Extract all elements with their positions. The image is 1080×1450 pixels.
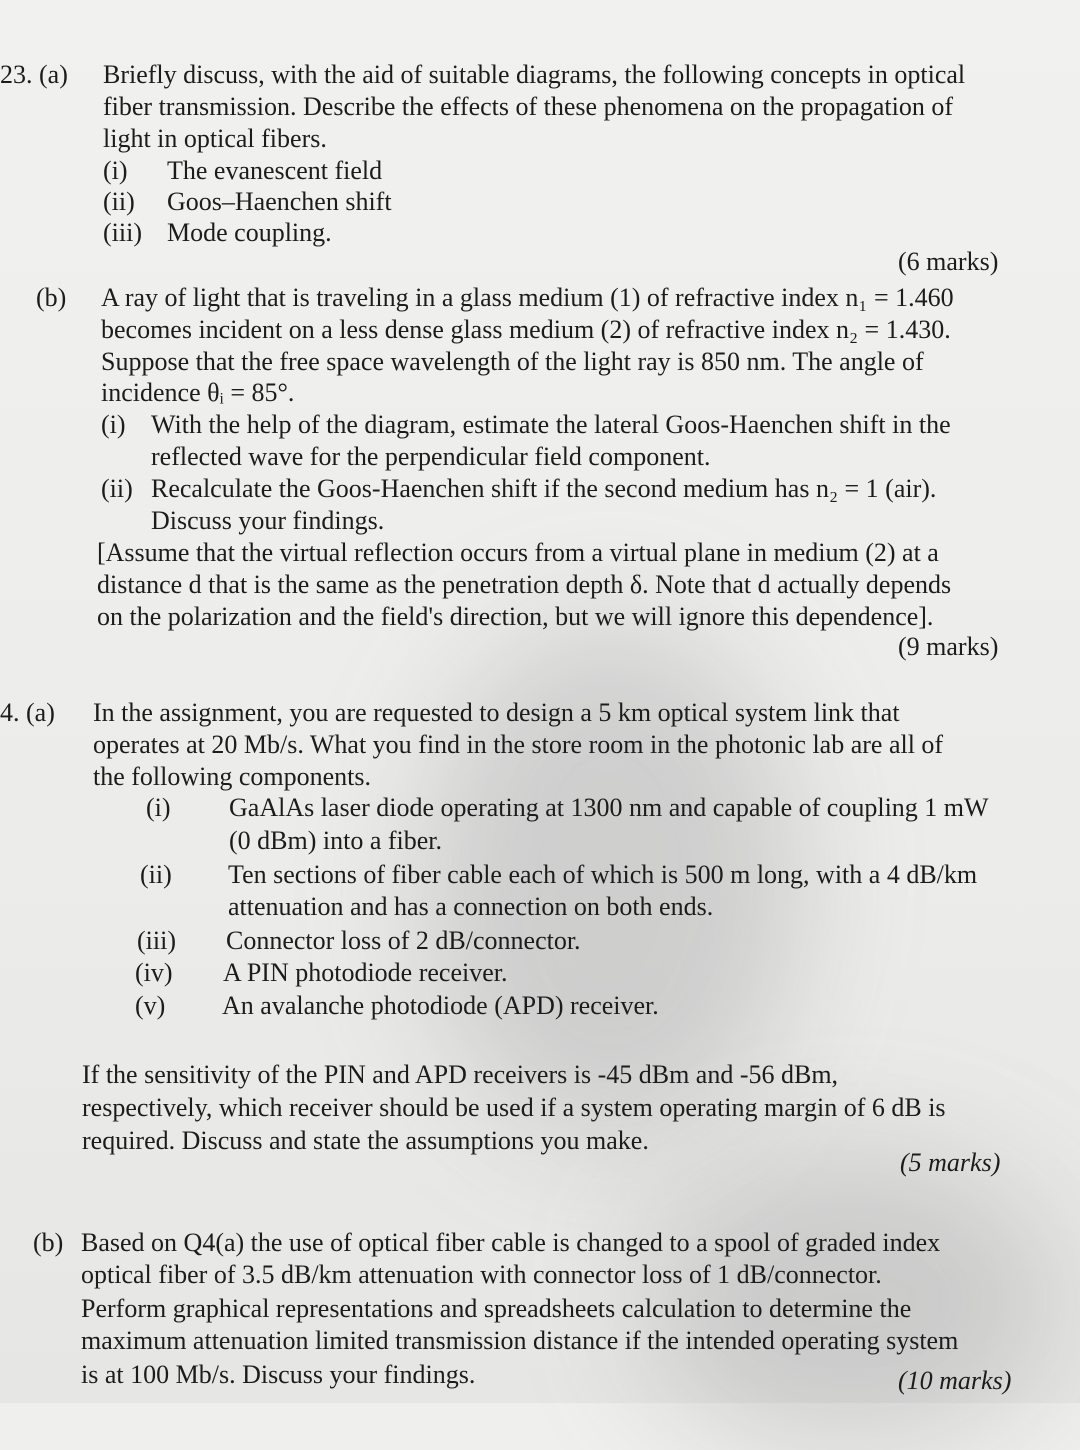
q4-a-item-line: attenuation and has a connection on both ends. (228, 892, 714, 921)
q3-b-note-line: distance d that is the same as the penetration depth δ. Note that d actually depends (97, 570, 952, 599)
q3-a-marks: (6 marks) (898, 247, 999, 276)
q3-b-text-line: A ray of light that is traveling in a glass medium (1) of refractive index n₁ = 1.460 (101, 283, 954, 312)
q4-a-item-num: (ii) (140, 860, 172, 889)
q4-a-item-line: A PIN photodiode receiver. (223, 958, 508, 987)
q3-b-note-line: on the polarization and the field's direction, but we will ignore this dependence]. (97, 602, 934, 631)
q3-a-label: 23. (a) (0, 60, 68, 89)
q4-a-question-line: If the sensitivity of the PIN and APD receivers is -45 dBm and -56 dBm, (82, 1060, 839, 1089)
q4-b-text-line: Based on Q4(a) the use of optical fiber cable is changed to a spool of graded index (81, 1228, 941, 1257)
q3-b-label: (b) (36, 283, 67, 312)
q3-a-item-num: (i) (103, 156, 128, 185)
q3-b-text-line: incidence θᵢ = 85°. (101, 378, 295, 407)
q3-a-text-line: Briefly discuss, with the aid of suitable diagrams, the following concepts in optical (103, 60, 966, 89)
q3-b-item-line: reflected wave for the perpendicular field component. (151, 442, 711, 471)
q4-b-text-line: optical fiber of 3.5 dB/km attenuation with connector loss of 1 dB/connector. (81, 1260, 882, 1289)
q4-a-label: 4. (a) (0, 698, 55, 727)
q4-a-item-num: (i) (146, 793, 171, 822)
q4-a-item-line: Connector loss of 2 dB/connector. (226, 926, 581, 955)
q4-a-text-line: operates at 20 Mb/s. What you find in the store room in the photonic lab are all of (93, 730, 944, 759)
q3-b-item-line: With the help of the diagram, estimate the lateral Goos-Haenchen shift in the (151, 410, 951, 439)
q4-b-label: (b) (33, 1228, 64, 1257)
q3-a-text-line: fiber transmission. Describe the effects of these phenomena on the propagation of (103, 92, 954, 121)
q4-a-question-line: required. Discuss and state the assumptions you make. (82, 1126, 649, 1155)
q4-a-item-line: Ten sections of fiber cable each of which is 500 m long, with a 4 dB/km (228, 860, 978, 889)
q3-a-item-text: The evanescent field (167, 156, 383, 185)
q4-b-text-line: is at 100 Mb/s. Discuss your findings. (81, 1360, 476, 1389)
q4-a-question-line: respectively, which receiver should be used if a system operating margin of 6 dB is (82, 1093, 946, 1122)
q3-b-text-line: Suppose that the free space wavelength of the light ray is 850 nm. The angle of (101, 347, 924, 376)
q4-a-item-num: (v) (135, 991, 166, 1020)
q4-a-item-num: (iv) (135, 958, 173, 987)
q3-b-item-num: (ii) (101, 474, 133, 503)
q3-b-item-line: Recalculate the Goos-Haenchen shift if the second medium has n₂ = 1 (air). (151, 474, 937, 503)
q4-a-marks: (5 marks) (900, 1148, 1001, 1177)
q4-b-text-line: Perform graphical representations and spreadsheets calculation to determine the (81, 1294, 912, 1323)
q3-a-item-text: Goos–Haenchen shift (167, 187, 392, 216)
q4-a-item-line: GaAlAs laser diode operating at 1300 nm and capable of coupling 1 mW (229, 793, 989, 822)
q3-b-note-line: [Assume that the virtual reflection occurs from a virtual plane in medium (2) at a (97, 538, 939, 567)
q4-a-text-line: In the assignment, you are requested to design a 5 km optical system link that (93, 698, 900, 727)
q4-a-item-line: (0 dBm) into a fiber. (229, 826, 443, 855)
q4-b-marks: (10 marks) (898, 1366, 1012, 1395)
q3-b-item-line: Discuss your findings. (151, 506, 385, 535)
q3-b-text-line: becomes incident on a less dense glass medium (2) of refractive index n₂ = 1.430. (101, 315, 951, 344)
q4-a-text-line: the following components. (93, 762, 372, 791)
q3-b-item-num: (i) (101, 410, 126, 439)
q3-a-text-line: light in optical fibers. (103, 124, 327, 153)
q4-a-item-line: An avalanche photodiode (APD) receiver. (222, 991, 659, 1020)
q3-a-item-num: (ii) (103, 187, 135, 216)
q4-b-text-line: maximum attenuation limited transmission distance if the intended operating system (81, 1326, 959, 1355)
q4-a-item-num: (iii) (137, 926, 176, 955)
q3-a-item-num: (iii) (103, 218, 142, 247)
q3-b-marks: (9 marks) (898, 632, 999, 661)
q3-a-item-text: Mode coupling. (167, 218, 332, 247)
